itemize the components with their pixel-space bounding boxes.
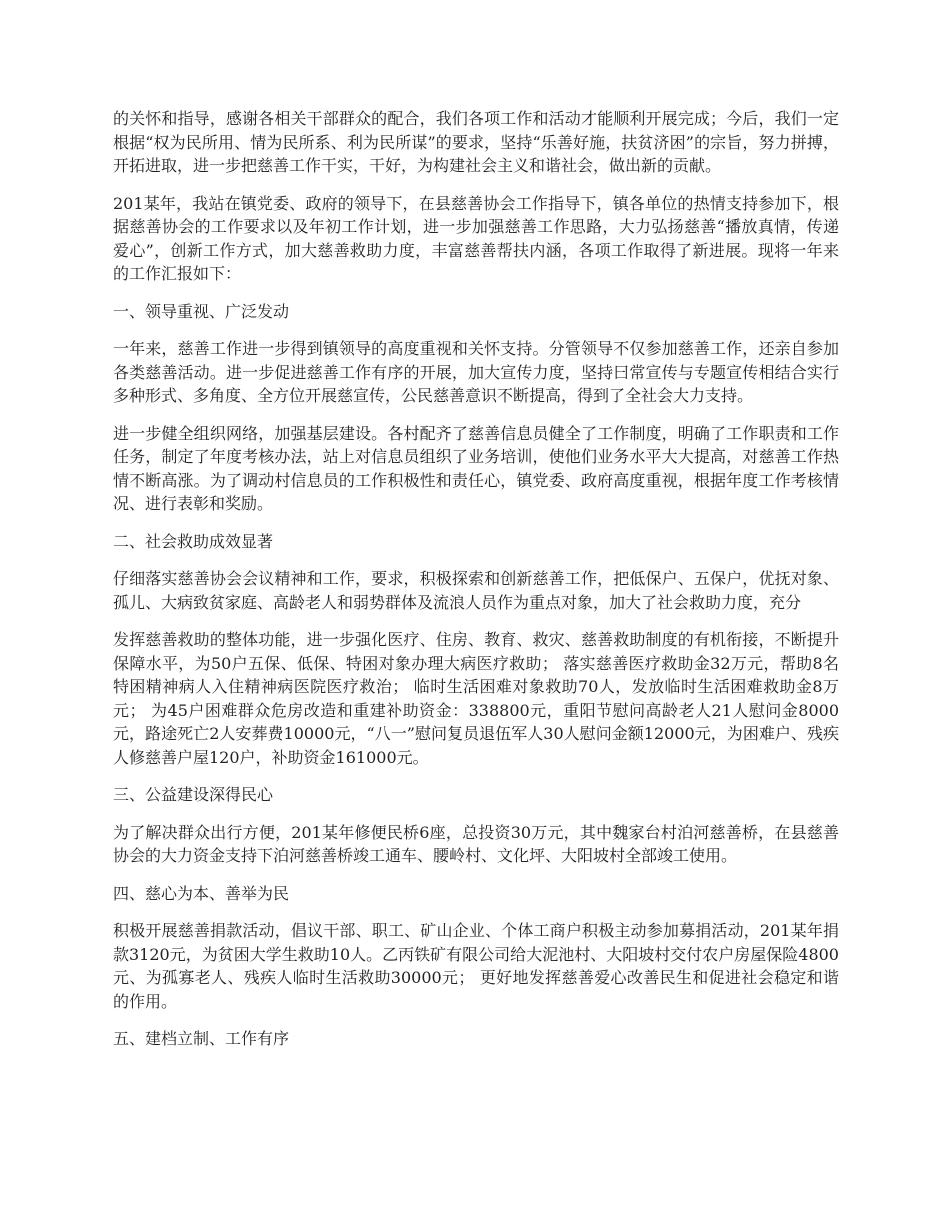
section-heading-5: 五、建档立制、工作有序 — [113, 1029, 290, 1048]
section-heading-2: 二、社会救助成效显著 — [113, 531, 274, 551]
paragraph-leadership: 一年来，慈善工作进一步得到镇领导的高度重视和关怀支持。分管领导不仅参加慈善工作，还亲自参加各类慈善活动。进一步促进慈善工作有序的开展，加大宣传力度，坚持曰常宣传与专题宣传相结合实行多种形式、多角度、全方位开展慈宣传，公民慈善意识不断提高，得到了全社会大力支持。 — [113, 339, 839, 405]
paragraph-introduction: 201某年，我站在镇党委、政府的领导下，在县慈善协会工作指导下，镇各单位的热情支持参加下，根据慈善协会的工作要求以及年初工作计划，进一步加强慈善工作思路，大力弘扬慈善“播放真情，传递爱心”，创新工作方式，加大慈善救助力度，丰富慈善帮扶内涵，各项工作取得了新进展。现将一年来的工作汇报如下： — [113, 193, 839, 283]
paragraph-donations: 积极开展慈善捐款活动，倡议干部、职工、矿山企业、个体工商户积极主动参加募捐活动，201某年捐款3120元，为贫困大学生救助10人。乙丙铁矿有限公司给大泥池村、大阳坡村交付农户房屋保险4800元、为孤寡老人、残疾人临时生活救助30000元； 更好地发挥慈善爱心改善民生和促进社会稳定和谐的作用。 — [113, 921, 839, 1011]
section-heading-3: 三、公益建设深得民心 — [113, 785, 274, 804]
section-heading-1: 一、领导重视、广泛发动 — [113, 301, 290, 321]
paragraph-social-aid: 仔细落实慈善协会会议精神和工作，要求，积极探索和创新慈善工作，把低保户、五保户，优抚对象、孤儿、大病致贫家庭、高龄老人和弱势群体及流浪人员作为重点对象，加大了社会救助力度，充分 — [113, 569, 839, 612]
paragraph-organization: 进一步健全组织网络，加强基层建设。各村配齐了慈善信息员健全了工作制度，明确了工作职责和工作任务，制定了年度考核办法，站上对信息员组织了业务培训，使他们业务水平大大提高，对慈善工作热情不断高涨。为了调动村信息员的工作积极性和责任心，镇党委、政府高度重视，根据年度工作考核情况、进行表彰和奖励。 — [113, 423, 839, 513]
paragraph-public-works: 为了解决群众出行方便，201某年修便民桥6座，总投资30万元，其中魏家台村泊河慈善桥，在县慈善协会的大力资金支持下泊河慈善桥竣工通车、腰岭村、文化坪、大阳坡村全部竣工使用。 — [113, 822, 839, 865]
section-heading-4: 四、慈心为本、善举为民 — [113, 883, 290, 903]
document-page — [113, 107, 839, 1065]
paragraph-aid-details: 发挥慈善救助的整体功能，进一步强化医疗、住房、教育、救灾、慈善救助制度的有机衔接，不断提升保障水平，为50户五保、低保、特困对象办理大病医疗救助； 落实慈善医疗救助金32万元，帮助8名特困精神病人入住精神病医院医疗救治； 临时生活困难对象救助70人，发放临时生活困难救助金8万元； 为45户困难群众危房改造和重建补助资金：338800元，重阳节慰问高龄老人21人慰问金8000元，路途死亡2人安葬费10000元，“八一”慰问复员退伍军人30人慰问金额12000元，为困难户、残疾人修慈善户屋120户，补助资金161000元。 — [113, 630, 839, 767]
paragraph-closing-remarks: 的关怀和指导，感谢各相关干部群众的配合，我们各项工作和活动才能顺利开展完成；今后，我们一定根据“权为民所用、情为民所系、利为民所谋”的要求，坚持“乐善好施，扶贫济困”的宗旨，努力拼搏，开拓进取，进一步把慈善工作干实，干好，为构建社会主义和谐社会，做出新的贡献。 — [113, 109, 839, 175]
